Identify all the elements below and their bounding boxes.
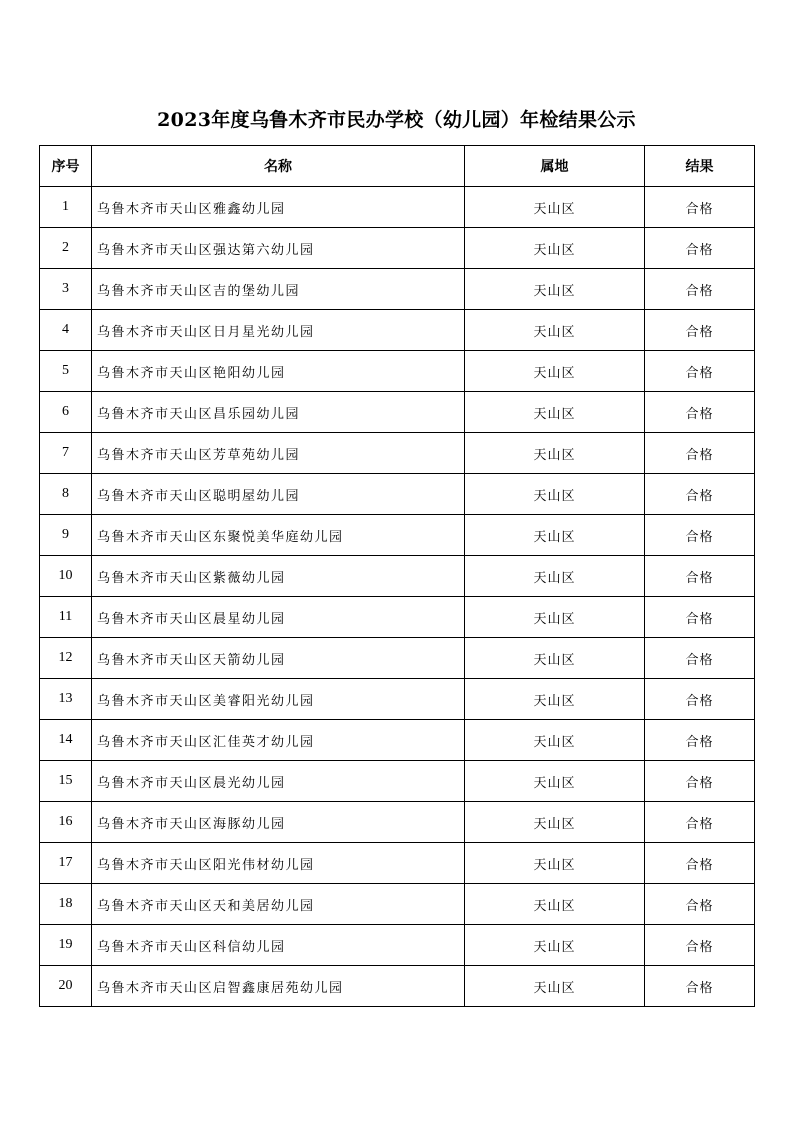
kindergarten-name: 乌鲁木齐市天山区昌乐园幼儿园 — [92, 392, 465, 433]
row-index: 20 — [40, 966, 92, 1007]
kindergarten-name: 乌鲁木齐市天山区晨星幼儿园 — [92, 597, 465, 638]
row-location: 天山区 — [465, 433, 645, 474]
kindergarten-name: 乌鲁木齐市天山区紫薇幼儿园 — [92, 556, 465, 597]
row-index: 4 — [40, 310, 92, 351]
row-index: 19 — [40, 925, 92, 966]
table-row — [40, 966, 755, 1007]
header-name: 名称 — [92, 146, 465, 187]
table-row — [40, 474, 755, 515]
kindergarten-name: 乌鲁木齐市天山区汇佳英才幼儿园 — [92, 720, 465, 761]
row-index: 8 — [40, 474, 92, 515]
row-index: 15 — [40, 761, 92, 802]
kindergarten-name: 乌鲁木齐市天山区晨光幼儿园 — [92, 761, 465, 802]
row-location: 天山区 — [465, 802, 645, 843]
row-location: 天山区 — [465, 351, 645, 392]
table-row — [40, 187, 755, 228]
kindergarten-name: 乌鲁木齐市天山区艳阳幼儿园 — [92, 351, 465, 392]
row-result: 合格 — [645, 474, 755, 515]
table-row — [40, 802, 755, 843]
row-result: 合格 — [645, 925, 755, 966]
header-location: 属地 — [465, 146, 645, 187]
table-row — [40, 597, 755, 638]
row-result: 合格 — [645, 228, 755, 269]
kindergarten-name: 乌鲁木齐市天山区天箭幼儿园 — [92, 638, 465, 679]
row-location: 天山区 — [465, 679, 645, 720]
table-row — [40, 720, 755, 761]
row-result: 合格 — [645, 597, 755, 638]
row-location: 天山区 — [465, 556, 645, 597]
row-result: 合格 — [645, 802, 755, 843]
header-result: 结果 — [645, 146, 755, 187]
kindergarten-name: 乌鲁木齐市天山区科信幼儿园 — [92, 925, 465, 966]
row-result: 合格 — [645, 556, 755, 597]
table-header — [40, 146, 755, 187]
kindergarten-name: 乌鲁木齐市天山区强达第六幼儿园 — [92, 228, 465, 269]
row-index: 2 — [40, 228, 92, 269]
row-result: 合格 — [645, 269, 755, 310]
kindergarten-name: 乌鲁木齐市天山区吉的堡幼儿园 — [92, 269, 465, 310]
row-index: 14 — [40, 720, 92, 761]
table-row — [40, 556, 755, 597]
table-row — [40, 269, 755, 310]
kindergarten-name: 乌鲁木齐市天山区阳光伟材幼儿园 — [92, 843, 465, 884]
table-row — [40, 679, 755, 720]
table-row — [40, 884, 755, 925]
table-body — [40, 187, 755, 1007]
table-row — [40, 761, 755, 802]
kindergarten-name: 乌鲁木齐市天山区天和美居幼儿园 — [92, 884, 465, 925]
kindergarten-name: 乌鲁木齐市天山区东聚悦美华庭幼儿园 — [92, 515, 465, 556]
row-index: 10 — [40, 556, 92, 597]
row-result: 合格 — [645, 720, 755, 761]
row-result: 合格 — [645, 884, 755, 925]
table-row — [40, 433, 755, 474]
table-row — [40, 228, 755, 269]
row-index: 17 — [40, 843, 92, 884]
row-index: 13 — [40, 679, 92, 720]
row-location: 天山区 — [465, 515, 645, 556]
row-result: 合格 — [645, 843, 755, 884]
row-index: 3 — [40, 269, 92, 310]
row-location: 天山区 — [465, 966, 645, 1007]
table-row — [40, 925, 755, 966]
row-result: 合格 — [645, 187, 755, 228]
kindergarten-name: 乌鲁木齐市天山区聪明屋幼儿园 — [92, 474, 465, 515]
row-location: 天山区 — [465, 187, 645, 228]
row-result: 合格 — [645, 433, 755, 474]
row-location: 天山区 — [465, 310, 645, 351]
row-index: 16 — [40, 802, 92, 843]
table-row — [40, 351, 755, 392]
table-row — [40, 515, 755, 556]
row-location: 天山区 — [465, 474, 645, 515]
row-index: 12 — [40, 638, 92, 679]
row-location: 天山区 — [465, 638, 645, 679]
page-title: 2023年度乌鲁木齐市民办学校（幼儿园）年检结果公示 — [157, 109, 636, 131]
row-location: 天山区 — [465, 228, 645, 269]
row-index: 18 — [40, 884, 92, 925]
kindergarten-name: 乌鲁木齐市天山区芳草苑幼儿园 — [92, 433, 465, 474]
row-location: 天山区 — [465, 884, 645, 925]
row-result: 合格 — [645, 351, 755, 392]
table-row — [40, 638, 755, 679]
row-result: 合格 — [645, 761, 755, 802]
row-location: 天山区 — [465, 761, 645, 802]
header-row — [40, 146, 755, 187]
row-index: 9 — [40, 515, 92, 556]
row-location: 天山区 — [465, 392, 645, 433]
row-result: 合格 — [645, 638, 755, 679]
kindergarten-name: 乌鲁木齐市天山区海豚幼儿园 — [92, 802, 465, 843]
table-row — [40, 310, 755, 351]
row-index: 5 — [40, 351, 92, 392]
row-index: 1 — [40, 187, 92, 228]
table-row — [40, 843, 755, 884]
kindergarten-name: 乌鲁木齐市天山区美睿阳光幼儿园 — [92, 679, 465, 720]
table-row — [40, 392, 755, 433]
kindergarten-name: 乌鲁木齐市天山区启智鑫康居苑幼儿园 — [92, 966, 465, 1007]
row-index: 7 — [40, 433, 92, 474]
row-result: 合格 — [645, 392, 755, 433]
row-result: 合格 — [645, 679, 755, 720]
row-result: 合格 — [645, 310, 755, 351]
row-location: 天山区 — [465, 720, 645, 761]
row-location: 天山区 — [465, 843, 645, 884]
row-location: 天山区 — [465, 597, 645, 638]
row-index: 6 — [40, 392, 92, 433]
row-result: 合格 — [645, 966, 755, 1007]
kindergarten-name: 乌鲁木齐市天山区日月星光幼儿园 — [92, 310, 465, 351]
row-location: 天山区 — [465, 925, 645, 966]
kindergarten-name: 乌鲁木齐市天山区雅鑫幼儿园 — [92, 187, 465, 228]
results-table — [39, 145, 755, 1007]
header-index: 序号 — [40, 146, 92, 187]
row-index: 11 — [40, 597, 92, 638]
row-result: 合格 — [645, 515, 755, 556]
row-location: 天山区 — [465, 269, 645, 310]
